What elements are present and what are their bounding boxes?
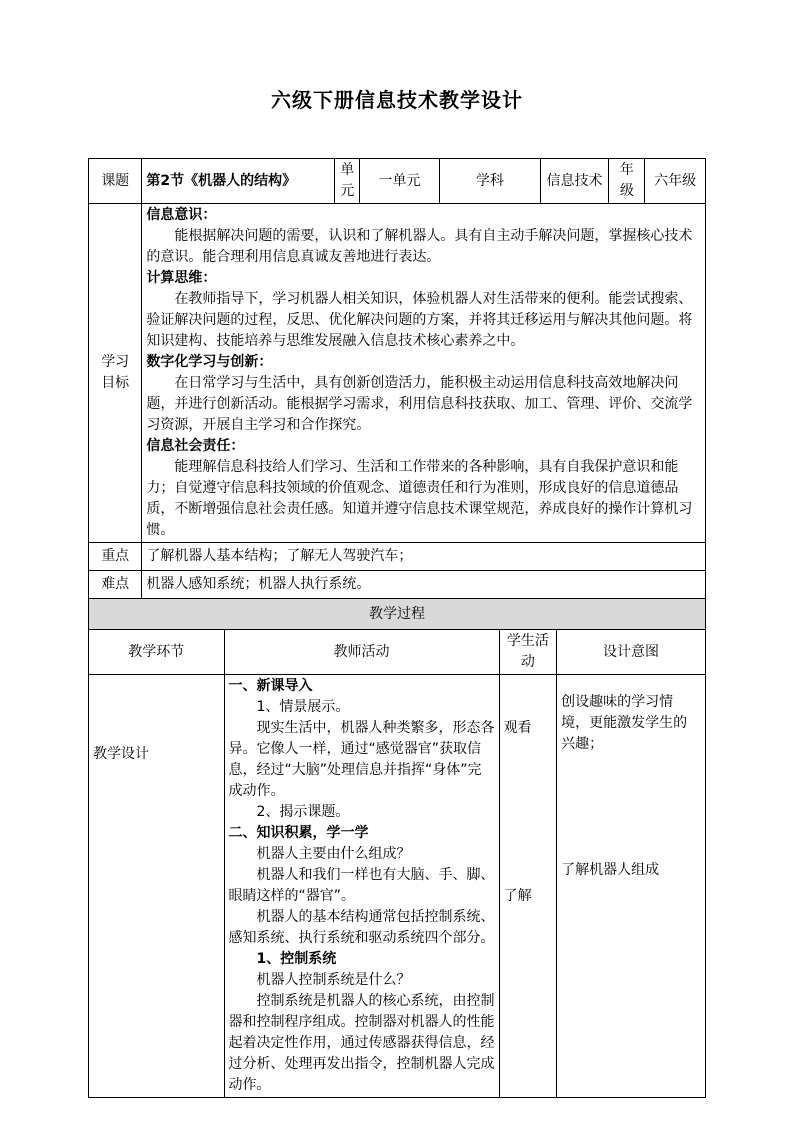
unit-value: 一单元 [360, 159, 440, 204]
teacher-section-1-title: 一、新课导入 [228, 678, 313, 694]
grade-value: 六年级 [645, 159, 706, 204]
subject-value: 信息技术 [540, 159, 609, 204]
teacher-s2-item-5: 机器人控制系统是什么？ [256, 972, 411, 988]
teacher-s1-item-2: 现实生活中，机器人种类繁多，形态各异。它像人一样，通过“感觉器官”获取信息，经过“大脑”处理信息并指挥“身体”完成动作。 [228, 720, 495, 799]
student-activity-1: 观看 [503, 720, 532, 736]
goal-digital-learning-text: 在日常学习与生活中，具有创新创造活力，能积极主动运用信息科技高效地解决问题，并进行创新活动。能根据学习需求，利用信息科技获取、加工、管理、评价、交流学习资源，开展自主学习和合作探究。 [146, 375, 693, 433]
process-title: 教学过程 [89, 599, 706, 630]
goal-computational-thinking-text: 在教师指导下，学习机器人相关知识，体验机器人对生活带来的便利。能尝试搜索、验证解决问题的过程，反思、优化解决问题的方案，并将其迁移运用与解决其他问题。将知识建构、技能培养与思维发展融入信息技术核心素养之中。 [146, 291, 693, 349]
design-intent-cell [557, 675, 706, 1098]
teacher-s2-item-3: 机器人的基本结构通常包括控制系统、感知系统、执行系统和驱动系统四个部分。 [228, 909, 495, 946]
teacher-s2-item-4: 1、控制系统 [256, 951, 337, 967]
key-point-label: 重点 [89, 543, 142, 571]
goal-computational-thinking-title: 计算思维： [146, 270, 217, 286]
header-row [89, 159, 706, 204]
key-point-row [89, 543, 706, 571]
goal-info-awareness-text: 能根据解决问题的需要，认识和了解机器人。具有自主动手解决问题，掌握核心技术的意识。能合理利用信息真诚友善地进行表达。 [146, 228, 693, 265]
unit-label: 单元 [335, 159, 360, 204]
teacher-activity-cell [224, 675, 499, 1098]
teacher-s1-item-3: 2、揭示课题。 [256, 804, 350, 820]
difficulty-label: 难点 [89, 571, 142, 599]
process-content-row [89, 675, 706, 1098]
lesson-value: 第2节《机器人的结构》 [142, 159, 335, 204]
goals-content [142, 204, 706, 543]
design-intent-1: 创设趣味的学习情境，更能激发学生的兴趣； [561, 694, 688, 752]
goal-social-responsibility-text: 能理解信息科技给人们学习、生活和工作带来的各种影响，具有自我保护意识和能力；自觉遵守信息科技领域的价值观念、道德责任和行为准则，形成良好的信息道德品质，不断增强信息社会责任感。知道并遵守信息技术课堂规范，养成良好的操作计算机习惯。 [146, 459, 693, 538]
subject-label: 学科 [440, 159, 541, 204]
grade-label: 年级 [609, 159, 645, 204]
difficulty-row [89, 571, 706, 599]
document-title: 六级下册信息技术教学设计 [271, 88, 523, 112]
teacher-s1-item-1: 1、情景展示。 [256, 699, 350, 715]
stage-text: 教学设计 [93, 746, 149, 762]
goals-row [89, 204, 706, 543]
student-activity-2: 了解 [503, 888, 532, 904]
goals-label: 学习 目标 [89, 204, 142, 543]
goal-digital-learning-title: 数字化学习与创新： [146, 354, 273, 370]
process-header-row [89, 630, 706, 675]
lesson-plan-table [88, 158, 706, 1098]
col-intent: 设计意图 [557, 630, 706, 675]
teacher-s2-item-6: 控制系统是机器人的核心系统，由控制器和控制程序组成。控制器对机器人的性能起着决定性作用，通过传感器获得信息，经过分析、处理再发出指令，控制机器人完成动作。 [228, 993, 495, 1093]
stage-cell [89, 675, 225, 1098]
key-point-value: 了解机器人基本结构；了解无人驾驶汽车； [142, 543, 706, 571]
col-stage: 教学环节 [89, 630, 225, 675]
design-intent-2: 了解机器人组成 [561, 862, 660, 878]
teacher-section-2-title: 二、知识积累，学一学 [228, 825, 369, 841]
col-teacher: 教师活动 [224, 630, 499, 675]
teacher-s2-item-2: 机器人和我们一样也有大脑、手、脚、眼睛这样的“器官”。 [228, 867, 495, 904]
goal-social-responsibility-title: 信息社会责任： [146, 438, 245, 454]
goal-info-awareness-title: 信息意识： [146, 207, 217, 223]
student-activity-cell [499, 675, 556, 1098]
teacher-s2-item-1: 机器人主要由什么组成？ [256, 846, 411, 862]
col-student: 学生活动 [499, 630, 556, 675]
lesson-label: 课题 [89, 159, 142, 204]
difficulty-value: 机器人感知系统；机器人执行系统。 [142, 571, 706, 599]
process-title-row [89, 599, 706, 630]
